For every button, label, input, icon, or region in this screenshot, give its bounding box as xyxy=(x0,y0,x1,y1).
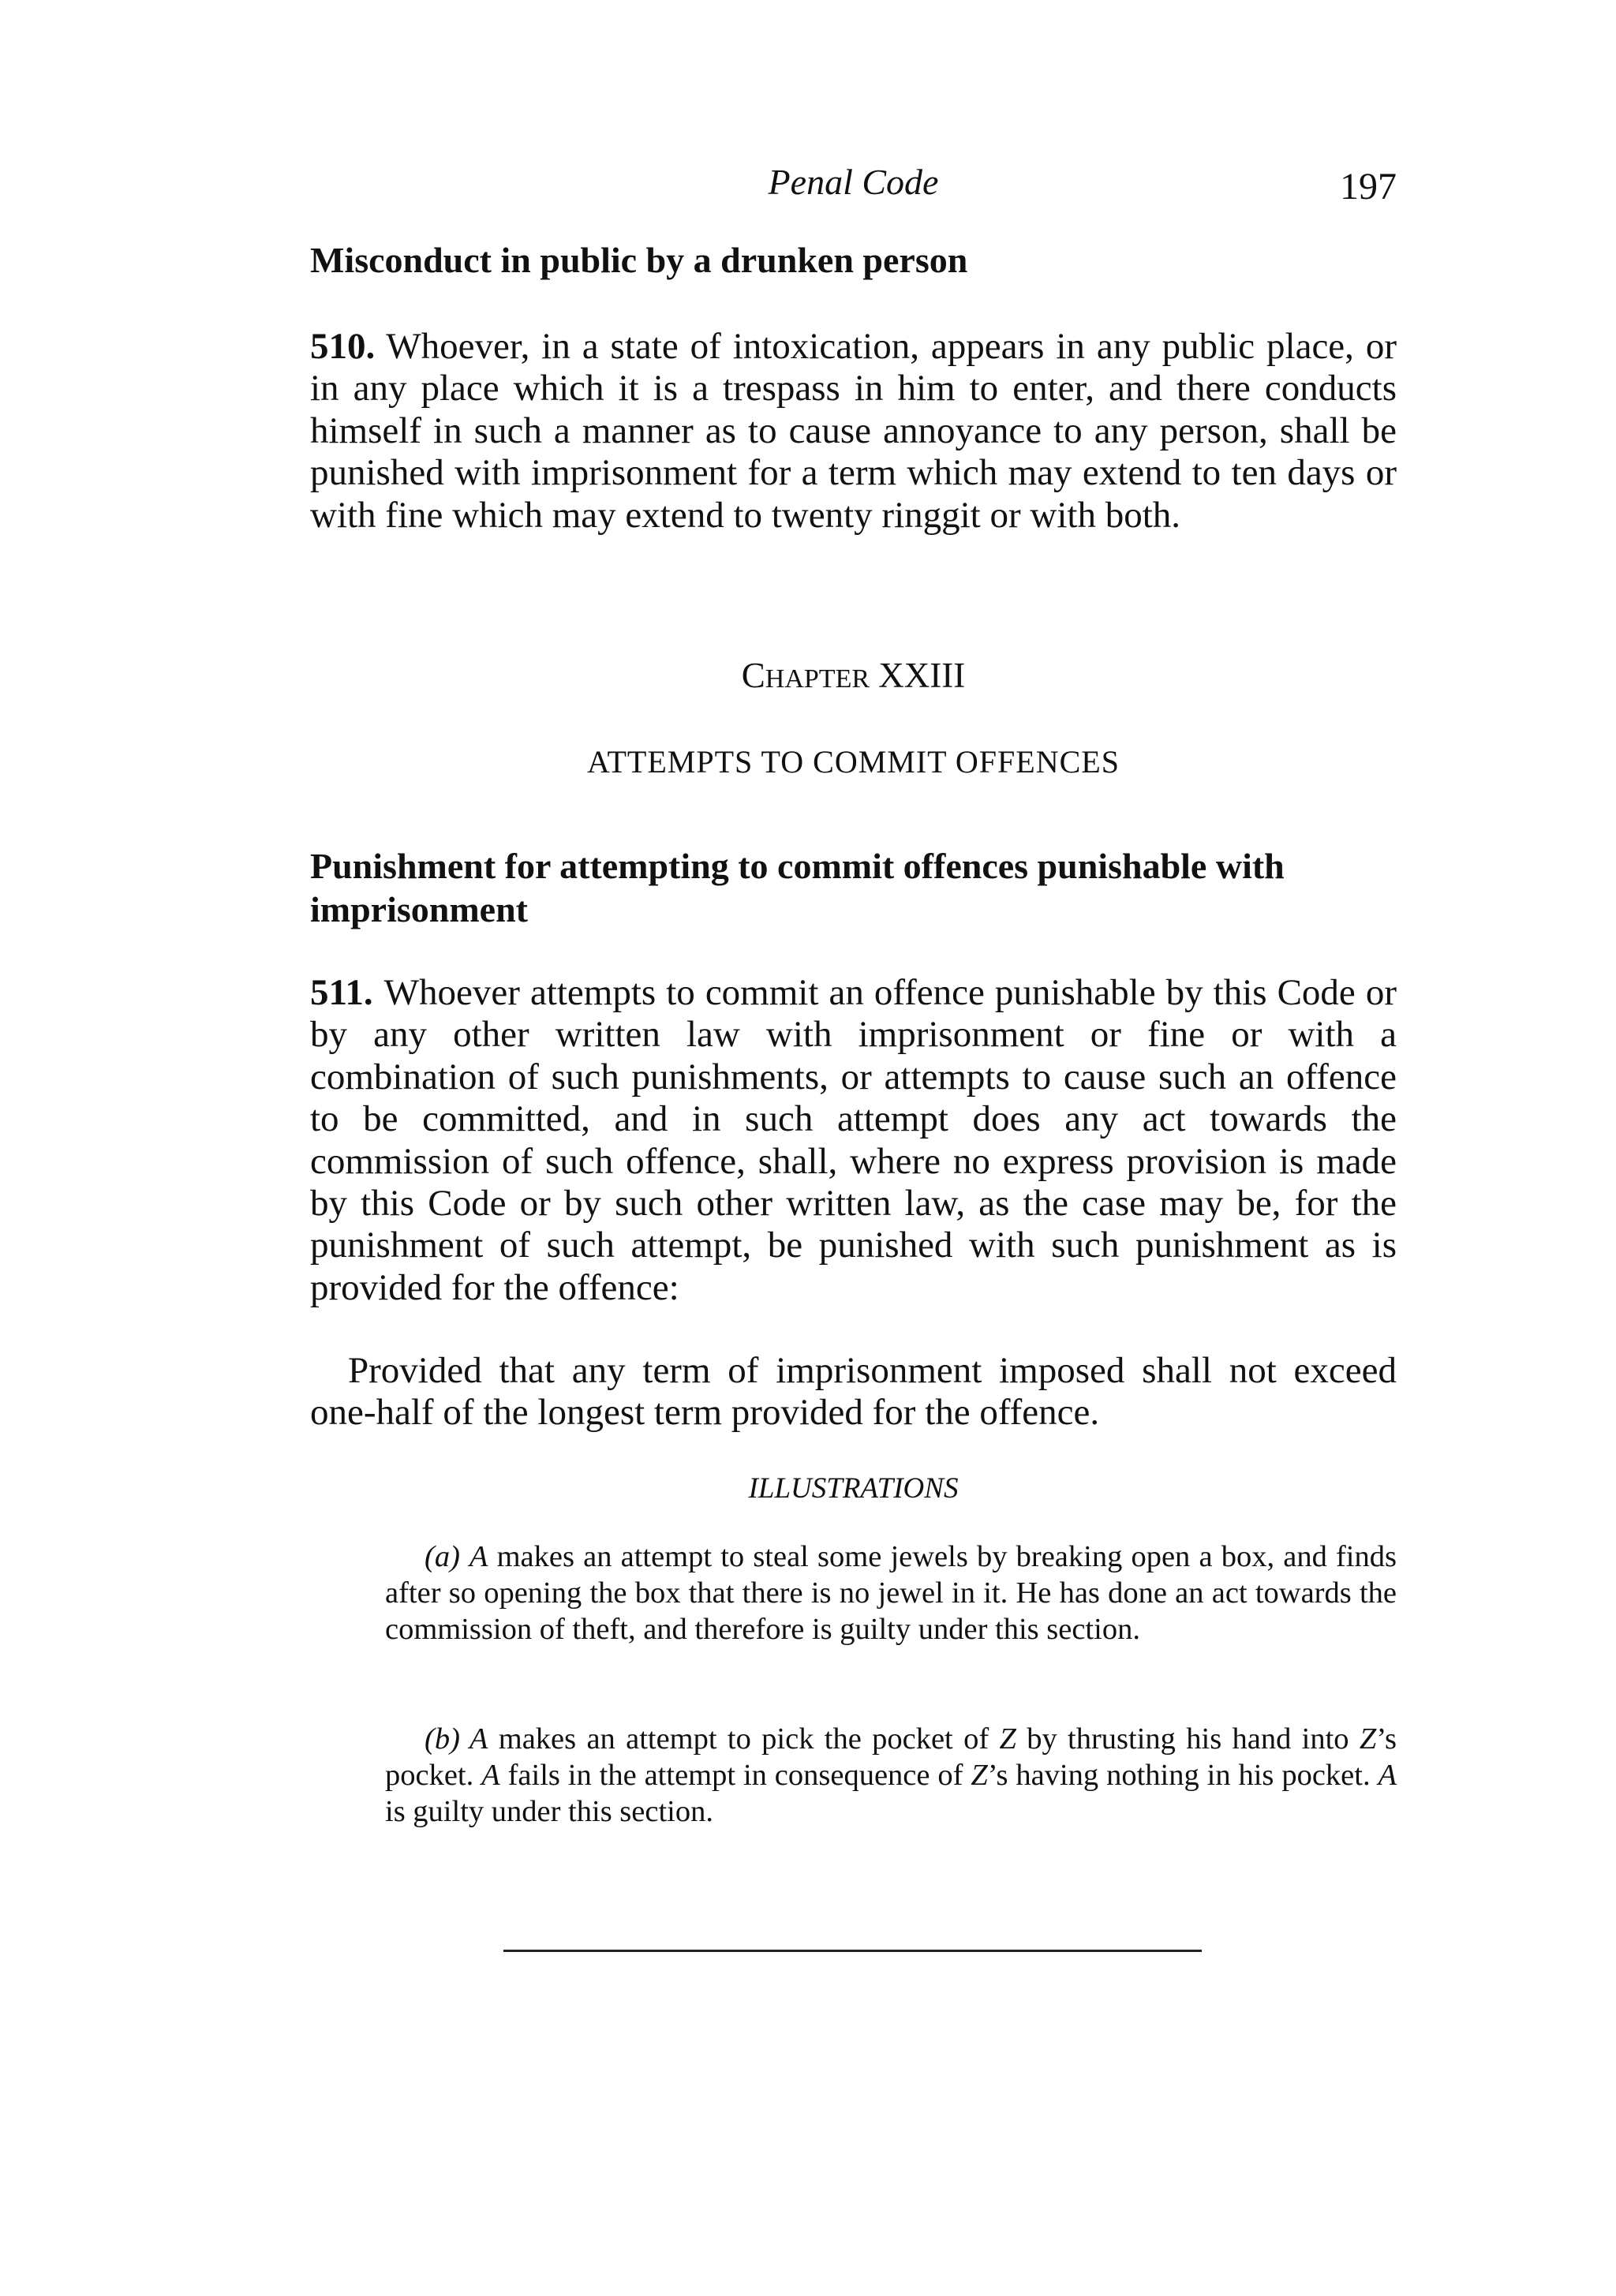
illustration-b-text: fails in the attempt in consequence of xyxy=(499,1759,971,1792)
running-title: Penal Code xyxy=(768,162,939,202)
illustration-b-person: A xyxy=(469,1722,488,1756)
illustrations-heading: ILLUSTRATIONS xyxy=(748,1472,959,1505)
illustration-b-person: A xyxy=(481,1759,500,1792)
chapter-numeral: XXIII xyxy=(878,656,966,695)
chapter-label xyxy=(310,652,1397,703)
illustration-a-person: A xyxy=(469,1540,488,1573)
illustration-b-text: ’s having nothing in his pocket. xyxy=(987,1759,1378,1792)
chapter-label-rest: HAPTER xyxy=(765,664,870,694)
chapter-title: ATTEMPTS TO COMMIT OFFENCES xyxy=(587,744,1120,780)
illustration-a xyxy=(385,1539,1397,1647)
running-header xyxy=(310,155,1397,210)
illustration-b-person: Z xyxy=(1359,1722,1377,1756)
illustration-b xyxy=(385,1721,1397,1830)
section-510-body xyxy=(310,326,1397,537)
end-of-chapter-rule xyxy=(503,1950,1202,1952)
page-number: 197 xyxy=(1340,166,1397,208)
illustration-a-label: (a) xyxy=(425,1540,460,1573)
illustration-b-label: (b) xyxy=(425,1722,460,1756)
section-511-heading: Punishment for attempting to commit offences punishable with imprisonment xyxy=(310,846,1285,929)
illustration-b-text: by thrusting his hand into xyxy=(1016,1722,1360,1756)
illustration-b-person: Z xyxy=(999,1722,1016,1756)
section-511-body xyxy=(310,972,1397,1309)
section-510-text: Whoever, in a state of intoxication, appears in any public place, or in any place which it is a trespass in him to enter, and there conducts himself in such a manner as to cause annoyance to any person, shall be punished with imprisonment for a term which may extend to ten days or with fine which may extend to twenty ringgit or with both. xyxy=(310,326,1397,536)
illustration-a-text: makes an attempt to steal some jewels by breaking open a box, and finds after so opening the box that there is no jewel in it. He has done an act towards the commission of theft, and therefore is guilty under this section. xyxy=(385,1540,1397,1646)
section-511-number: 511. xyxy=(310,972,373,1013)
section-511-text: Whoever attempts to commit an offence punishable by this Code or by any other written law with imprisonment or fine or with a combination of such punishments, or attempts to cause such an offence to be committed, and in such attempt does any act towards the commission of such offence, shall, where no express provision is made by this Code or by such other written law, as the case may be, for the punishment of such attempt, be punished with such punishment as is provided for the offence: xyxy=(310,972,1397,1308)
section-510-number: 510. xyxy=(310,326,376,367)
illustration-b-text: is guilty under this section. xyxy=(385,1795,713,1828)
illustration-b-person: A xyxy=(1378,1759,1397,1792)
illustration-b-person: Z xyxy=(971,1759,988,1792)
section-510-heading: Misconduct in public by a drunken person xyxy=(310,240,968,280)
illustration-b-text: ’s pocket. xyxy=(385,1722,1397,1792)
section-511-proviso: Provided that any term of imprisonment imposed shall not exceed one-half of the longest term provided for the offence. xyxy=(310,1350,1397,1434)
chapter-label-initial: C xyxy=(741,656,765,695)
illustration-b-text: makes an attempt to pick the pocket of xyxy=(488,1722,1000,1756)
